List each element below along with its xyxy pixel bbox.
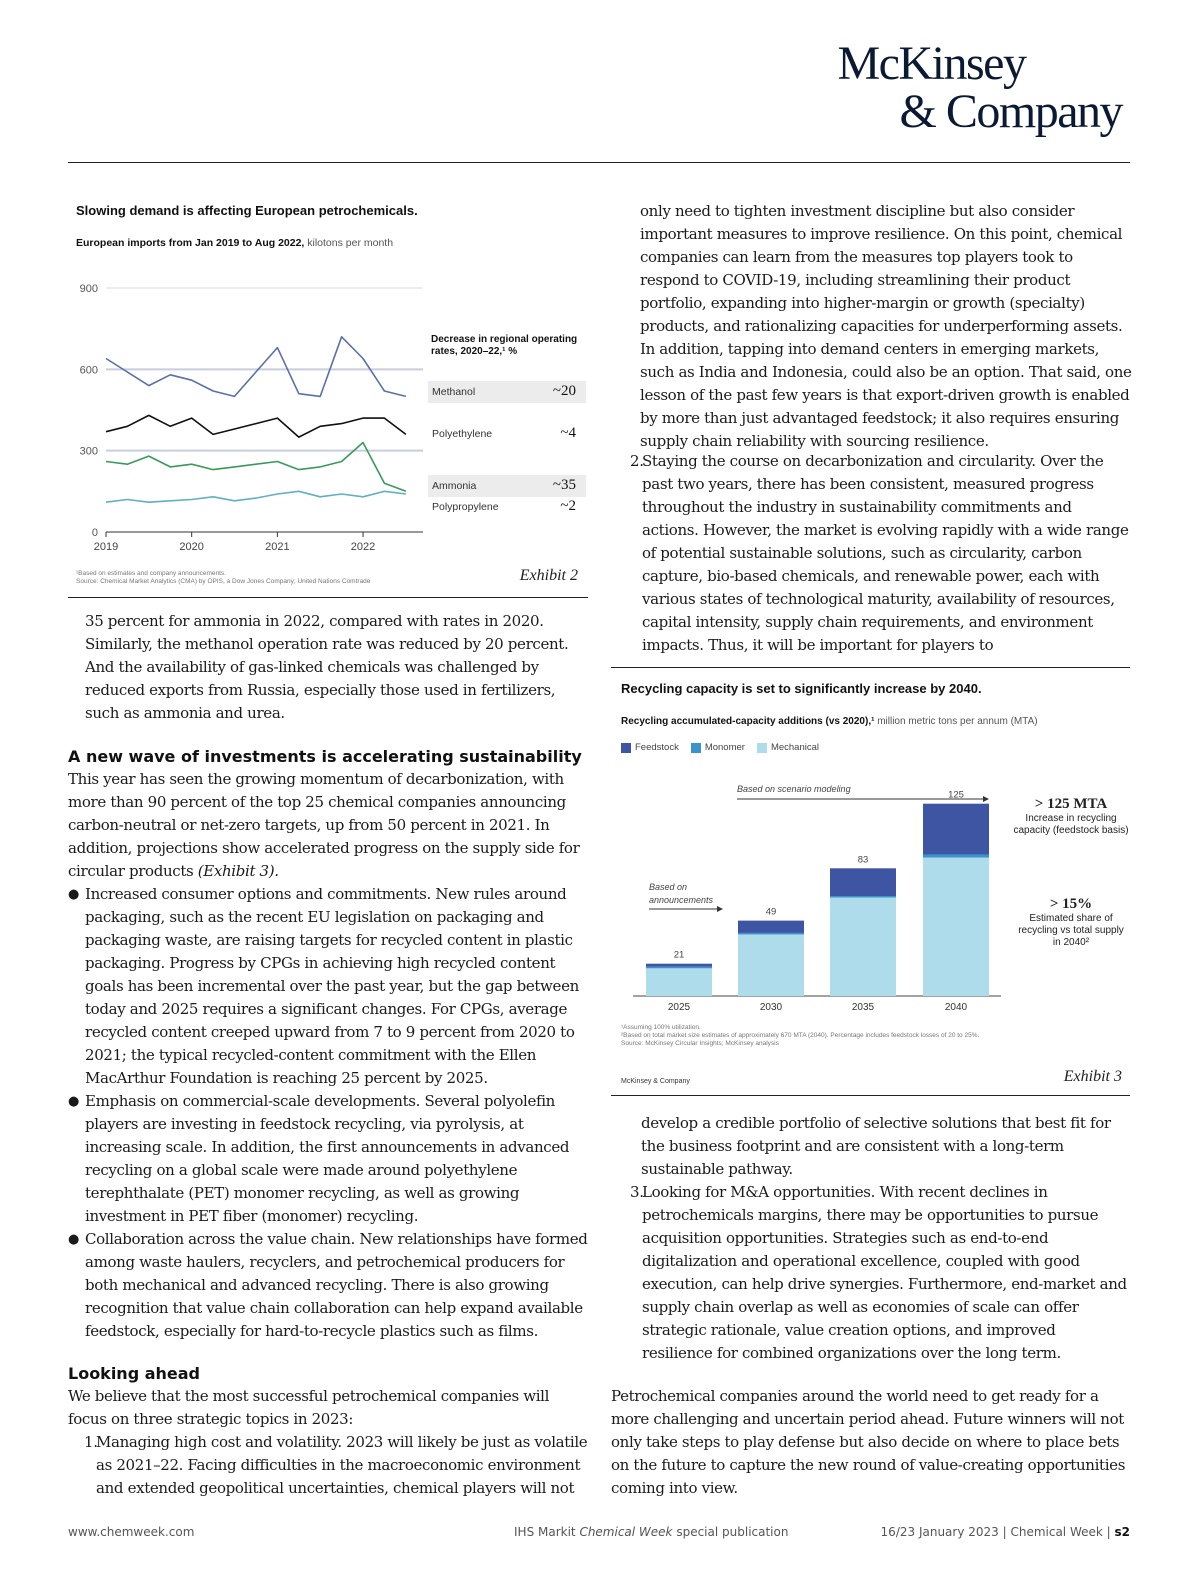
- x-tick-label: 2021: [265, 541, 290, 553]
- logo-line-2: & Company: [899, 85, 1122, 138]
- legend-swatch: [691, 743, 701, 753]
- exhibit-3-brand: McKinsey & Company: [621, 1078, 690, 1085]
- page-footer: [68, 1525, 1130, 1545]
- legend-feedstock: Feedstock: [621, 742, 679, 753]
- bar-total-label: 125: [948, 789, 964, 801]
- exhibit-2: [68, 195, 588, 598]
- legend-swatch: [621, 743, 631, 753]
- x-tick-label: 2030: [759, 1002, 783, 1013]
- y-tick-label: 900: [79, 283, 98, 295]
- sustainability-bullets: [68, 883, 588, 1343]
- left-column: [68, 746, 588, 1500]
- right-continuation-2: develop a credible portfolio of selective solutions that best fit for the business footprint and are consistent with a long-term sustainable pathway.: [641, 1114, 1111, 1178]
- rate-row-ammonia: Ammonia ~35: [428, 475, 586, 497]
- legend-mechanical: Mechanical: [757, 742, 819, 753]
- bar-segment-mechanical: [923, 858, 989, 996]
- imports-line-chart: [68, 270, 428, 560]
- bar-segment-monomer: [738, 933, 804, 935]
- arrowhead-icon: [983, 796, 989, 802]
- exhibit-3: [611, 667, 1130, 1096]
- exhibit-3-subtitle: Recycling accumulated-capacity additions (vs 2020),¹ million metric tons per annum (MTA): [621, 716, 1038, 727]
- logo-line-1: McKinsey: [837, 37, 1026, 90]
- header-rule: [68, 162, 1130, 163]
- closing-paragraph: Petrochemical companies around the world need to get ready for a more challenging and uncertain period ahead. Future winners will not only take steps to play defense but also decide on where to place bets on the future to capture the new round of value-creating opportunities coming into view.: [611, 1387, 1126, 1497]
- bar-segment-monomer: [646, 967, 712, 969]
- right-continuation-1: only need to tighten investment discipline but also consider important measures to improve resilience. On this point, chemical companies can learn from the measures top players took to respond to COVID-19, including streamlining their product portfolio, expanding into higher-margin or growth (specialty) products, and rationalizing capacities for underperforming assets. In addition, tapping into demand centers in emerging markets, such as India and Indonesia, could also be an option. That said, one lesson of the past few years is that export-driven growth is enabled by more than just advantaged feedstock; it also requires ensuring supply chain reliability with sourcing resilience.: [640, 202, 1132, 450]
- x-tick-label: 2022: [350, 541, 376, 553]
- footer-site: www.chemweek.com: [68, 1525, 195, 1539]
- bar-segment-mechanical: [646, 968, 712, 996]
- exhibit-2-title: Slowing demand is affecting European petrochemicals.: [76, 203, 418, 218]
- list-item: 2. Staying the course on decarbonization and circularity. Over the past two years, there has been consistent, measured progress throughout the industry in sustainability commitments and actions. However, the market is evolving rapidly with a wide range of potential sustainable solutions, such as circularity, carbon capture, bio-based chemicals, and renewable power, each with various states of technological maturity, availability of resources, capital intensity, supply chain requirements, and environment impacts. Thus, it will be important for players to: [630, 452, 1129, 654]
- footer-publication: IHS Markit Chemical Week special publication: [514, 1525, 789, 1539]
- exhibit-2-label: Exhibit 2: [519, 567, 578, 584]
- y-tick-label: 0: [91, 527, 98, 539]
- legend-swatch: [757, 743, 767, 753]
- annotation-scenario: Based on scenario modeling: [737, 784, 851, 794]
- rate-row-polyethylene: Polyethylene ~4: [432, 425, 576, 441]
- operating-rates-title: Decrease in regional operating rates, 2020–22,¹ %: [431, 334, 578, 357]
- rate-row-methanol: Methanol ~20: [428, 381, 586, 403]
- callout-capacity: > 125 MTA Increase in recycling capacity (feedstock basis): [1013, 796, 1129, 836]
- bar-segment-monomer: [923, 854, 989, 857]
- exhibit-3-legend: [621, 742, 819, 753]
- list-item: 1. Managing high cost and volatility. 2023 will likely be just as volatile as 2021–22. Facing difficulties in the macroeconomic environment and extended geopolitical uncertainties, chemical players will not: [84, 1433, 588, 1497]
- rate-row-polypropylene: Polypropylene ~2: [432, 498, 576, 514]
- y-tick-label: 300: [79, 445, 98, 458]
- bar-segment-feedstock: [923, 804, 989, 855]
- series-line-methanol: [106, 337, 406, 397]
- bar-segment-mechanical: [830, 898, 896, 996]
- page-number: s2: [1114, 1525, 1130, 1539]
- bar-segment-mechanical: [738, 934, 804, 996]
- sustainability-paragraph: This year has seen the growing momentum of decarbonization, with more than 90 percent of the top 25 chemical companies announcing carbon-neutral or net-zero targets, up from 50 percent in 2021. In addition, projections show accelerated progress on the supply side for circular products (Exhibit 3).: [68, 770, 580, 880]
- bar-total-label: 49: [765, 906, 777, 918]
- bullet-item: ● Collaboration across the value chain. New relationships have formed among waste haulers, recyclers, and petrochemical producers for both mechanical and advanced recycling. There is also growing recognition that value chain collaboration can help expand available feedstock, especially for hard-to-recycle plastics such as films.: [68, 1228, 588, 1343]
- list-item: 3. Looking for M&A opportunities. With recent declines in petrochemicals margins, there may be opportunities to pursue acquisition opportunities. Strategies such as end-to-end digitalization and operational excellence, coupled with good execution, can help drive synergies. Furthermore, end-market and supply chain overlap as well as economies of scale can offer strategic rationale, value creation options, and improved resilience for combined organizations over the long term.: [630, 1183, 1127, 1362]
- exhibit-3-footnote: ¹Assuming 100% utilization. ²Based on total market size estimates of approximately 670 MTA (2040). Percentage includes feedstock losses of 20 to 25%. Source: McKinsey Circular Insights; McKinsey analysis: [621, 1024, 980, 1047]
- recycling-bar-chart: [611, 768, 1011, 1018]
- strategic-list-1: [68, 1431, 588, 1500]
- strategic-list-2: [614, 450, 1130, 657]
- annotation-announcements: announcements: [649, 895, 714, 905]
- x-tick-label: 2019: [93, 541, 119, 553]
- series-line-polyethylene: [106, 415, 406, 437]
- exhibit-2-footnote: ¹Based on estimates and company announcements. Source: Chemical Market Analytics (CMA) by OPIS, a Dow Jones Company; United Nations Comtrade: [76, 570, 371, 585]
- exhibit-2-subtitle: European imports from Jan 2019 to Aug 2022, kilotons per month: [76, 237, 394, 249]
- bar-segment-feedstock: [830, 868, 896, 896]
- x-tick-label: 2020: [179, 541, 204, 553]
- footer-date-page: 16/23 January 2023 | Chemical Week | s2: [880, 1525, 1130, 1539]
- section-heading-sustainability: A new wave of investments is accelerating sustainability: [68, 747, 582, 766]
- x-tick-label: 2035: [851, 1002, 875, 1013]
- exhibit-3-title: Recycling capacity is set to significantly increase by 2040.: [621, 681, 982, 696]
- exhibit-3-label: Exhibit 3: [1063, 1068, 1122, 1085]
- mckinsey-logo: [837, 37, 1123, 138]
- arrowhead-icon: [717, 906, 723, 912]
- bar-segment-feedstock: [738, 921, 804, 933]
- annotation-announcements: Based on: [649, 882, 688, 892]
- bar-segment-monomer: [830, 896, 896, 898]
- bar-total-label: 21: [673, 949, 685, 961]
- bar-total-label: 83: [857, 854, 869, 866]
- strategic-list-3: [614, 1181, 1130, 1365]
- x-tick-label: 2040: [944, 1002, 968, 1013]
- bar-segment-feedstock: [646, 964, 712, 967]
- bullet-item: ● Emphasis on commercial-scale developments. Several polyolefin players are investing in feedstock recycling, via pyrolysis, at increasing scale. In addition, the first announcements in advanced recycling on a global scale were made around polyethylene terephthalate (PET) monomer recycling, as well as growing investment in PET fiber (monomer) recycling.: [68, 1090, 588, 1228]
- bullet-item: ● Increased consumer options and commitments. New rules around packaging, such as the recent EU legislation on packaging and packaging waste, are raising targets for recycled content in plastic packaging. Progress by CPGs in achieving high recycled content goals has been incremental over the past year, but the gap between today and 2025 requires a significant changes. For CPGs, average recycled content creeped upward from 7 to 9 percent from 2020 to 2021; the typical recycled-content commitment with the Ellen MacArthur Foundation is reaching 25 percent by 2025.: [68, 883, 588, 1090]
- looking-ahead-paragraph: We believe that the most successful petrochemical companies will focus on three strategic topics in 2023:: [68, 1387, 550, 1428]
- y-tick-label: 600: [79, 364, 98, 377]
- intro-paragraph: 35 percent for ammonia in 2022, compared with rates in 2020. Similarly, the methanol operation rate was reduced by 20 percent. And the availability of gas-linked chemicals was challenged by reduced exports from Russia, especially those used in fertilizers, such as ammonia and urea.: [85, 612, 569, 722]
- legend-monomer: Monomer: [691, 742, 745, 753]
- x-tick-label: 2025: [667, 1002, 691, 1013]
- series-line-polypropylene: [106, 491, 406, 502]
- callout-share: > 15% Estimated share of recycling vs total supply in 2040²: [1018, 896, 1124, 948]
- section-heading-looking-ahead: Looking ahead: [68, 1364, 201, 1383]
